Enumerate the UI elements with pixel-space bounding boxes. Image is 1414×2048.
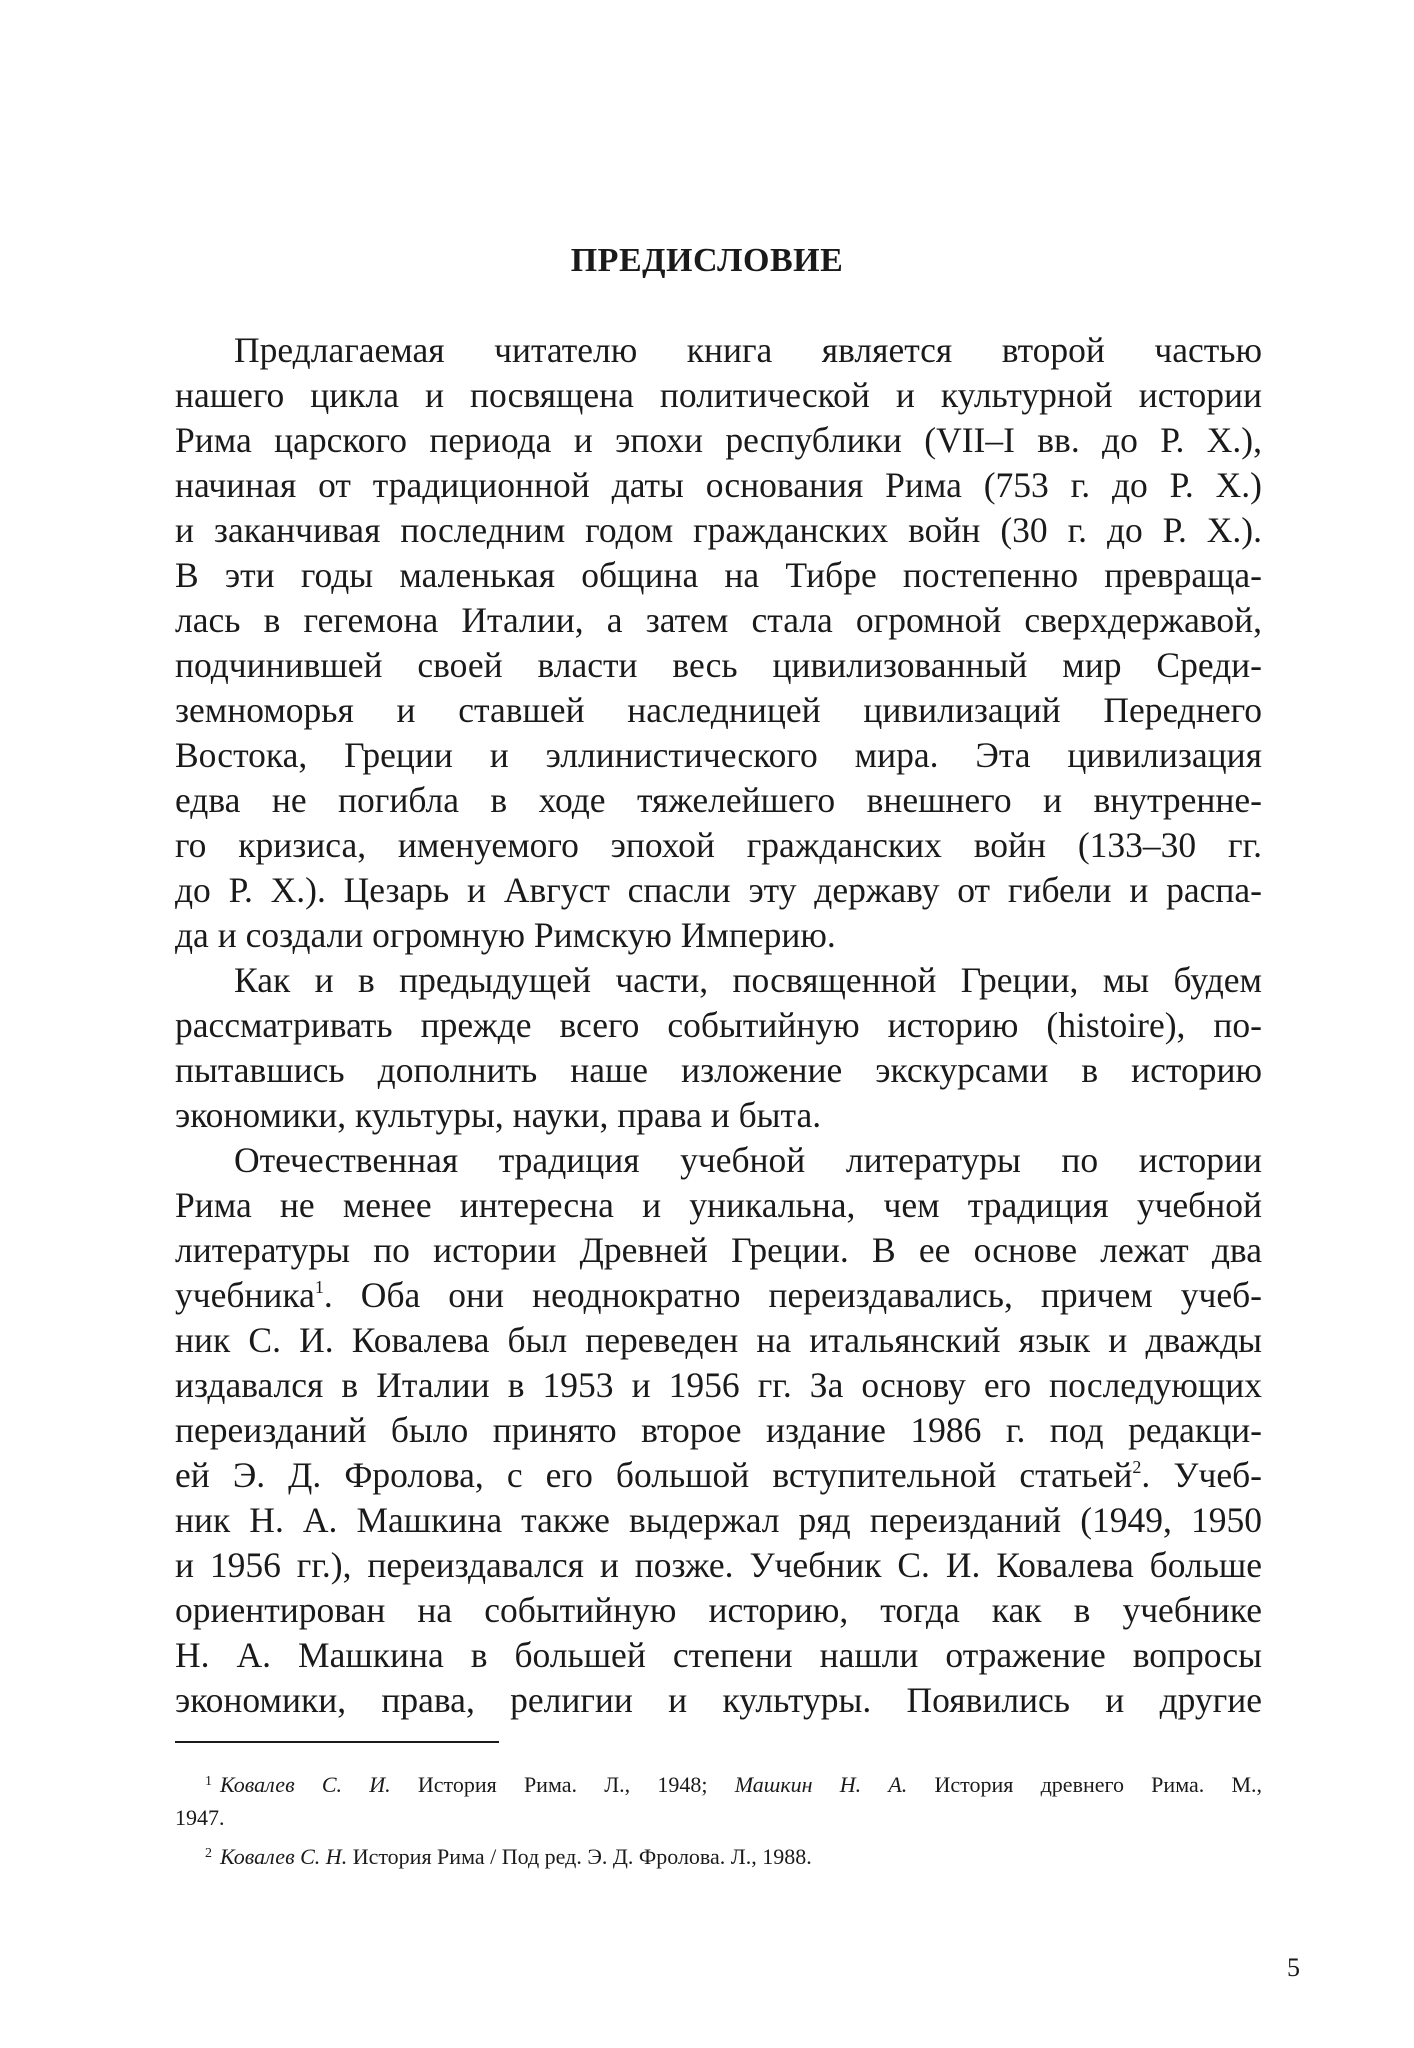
text-line: и 1956 гг.), переиздавался и позже. Учебник С. И. Ковалева больше [175, 1545, 1262, 1585]
text-line: ник Н. А. Машкина также выдержал ряд переизданий (1949, 1950 [175, 1500, 1262, 1540]
footnote-author: Машкин Н. А. [734, 1772, 908, 1797]
text-line: Предлагаемая читателю книга является второй частью [234, 330, 1262, 370]
footnote-text: История Рима. Л., 1948; [390, 1772, 735, 1797]
footnote-1-continuation: 1947. [175, 1805, 225, 1830]
text-line: го кризиса, именуемого эпохой гражданских войн (133–30 гг. [175, 825, 1262, 865]
text-line: Отечественная традиция учебной литературы по истории [234, 1140, 1262, 1180]
text-line: ник С. И. Ковалева был переведен на итальянский язык и дважды [175, 1320, 1262, 1360]
footnote-text: История древнего Рима. М., [907, 1772, 1263, 1797]
text-line: экономики, культуры, науки, права и быта. [175, 1095, 822, 1135]
text-line: переизданий было принято второе издание 1986 г. под редакци- [175, 1410, 1262, 1450]
text-line [175, 1273, 1262, 1318]
text-fragment: . Учеб- [1141, 1455, 1262, 1495]
footnote-1 [175, 1764, 1262, 1800]
text-fragment: учебника [175, 1275, 315, 1315]
text-line: да и создали огромную Римскую Империю. [175, 915, 836, 955]
footnote-number: 2 [205, 1846, 212, 1861]
page-heading: ПРЕДИСЛОВИЕ [570, 242, 844, 279]
text-line: литературы по истории Древней Греции. В ее основе лежат два [175, 1230, 1262, 1270]
footnote-ref: 1 [314, 1277, 324, 1297]
text-line: Как и в предыдущей части, посвященной Греции, мы будем [234, 960, 1262, 1000]
text-line: нашего цикла и посвящена политической и культурной истории [175, 375, 1262, 415]
text-line: издавался в Италии в 1953 и 1956 гг. За основу его последующих [175, 1365, 1262, 1405]
text-fragment: ей Э. Д. Фролова, с его большой вступительной статьей [175, 1455, 1133, 1495]
page-number: 5 [1287, 1953, 1300, 1982]
footnote-author: Ковалев С. И. [220, 1772, 391, 1797]
text-line: начиная от традиционной даты основания Рима (753 г. до Р. Х.) [175, 465, 1262, 505]
text-line: экономики, права, религии и культуры. Появились и другие [175, 1680, 1262, 1720]
text-line: ориентирован на событийную историю, тогда как в учебнике [175, 1590, 1262, 1630]
body-text [175, 328, 1262, 1723]
text-line: Востока, Греции и эллинистического мира. Эта цивилизация [175, 735, 1262, 775]
footnote-author: Ковалев С. Н. [220, 1844, 348, 1869]
text-line [175, 1453, 1262, 1498]
text-line: до Р. Х.). Цезарь и Август спасли эту державу от гибели и распа- [175, 870, 1262, 910]
text-line: Рима царского периода и эпохи республики (VII–I вв. до Р. Х.), [175, 420, 1262, 460]
text-line: лась в гегемона Италии, а затем стала огромной сверхдержавой, [175, 600, 1262, 640]
text-line: и заканчивая последним годом гражданских войн (30 г. до Р. Х.). [175, 510, 1262, 550]
footnote-rule [175, 1741, 499, 1743]
footnote-ref: 2 [1132, 1457, 1142, 1477]
footnote-2 [175, 1836, 1262, 1872]
footnotes [175, 1764, 1262, 1872]
text-fragment: . Оба они неоднократно переиздавались, причем учеб- [323, 1275, 1262, 1315]
text-line: подчинившей своей власти весь цивилизованный мир Среди- [175, 645, 1262, 685]
text-line: рассматривать прежде всего событийную историю (histoire), по- [175, 1005, 1262, 1045]
text-line: В эти годы маленькая община на Тибре постепенно превраща- [175, 555, 1262, 595]
text-line: Рима не менее интересна и уникальна, чем традиция учебной [175, 1185, 1262, 1225]
text-line: пытавшись дополнить наше изложение экскурсами в историю [175, 1050, 1262, 1090]
footnote-number: 1 [205, 1774, 212, 1789]
text-line: земноморья и ставшей наследницей цивилизаций Переднего [175, 690, 1262, 730]
footnote-text: История Рима / Под ред. Э. Д. Фролова. Л., 1988. [347, 1844, 812, 1869]
text-line: едва не погибла в ходе тяжелейшего внешнего и внутренне- [175, 780, 1262, 820]
text-line: Н. А. Машкина в большей степени нашли отражение вопросы [175, 1635, 1262, 1675]
